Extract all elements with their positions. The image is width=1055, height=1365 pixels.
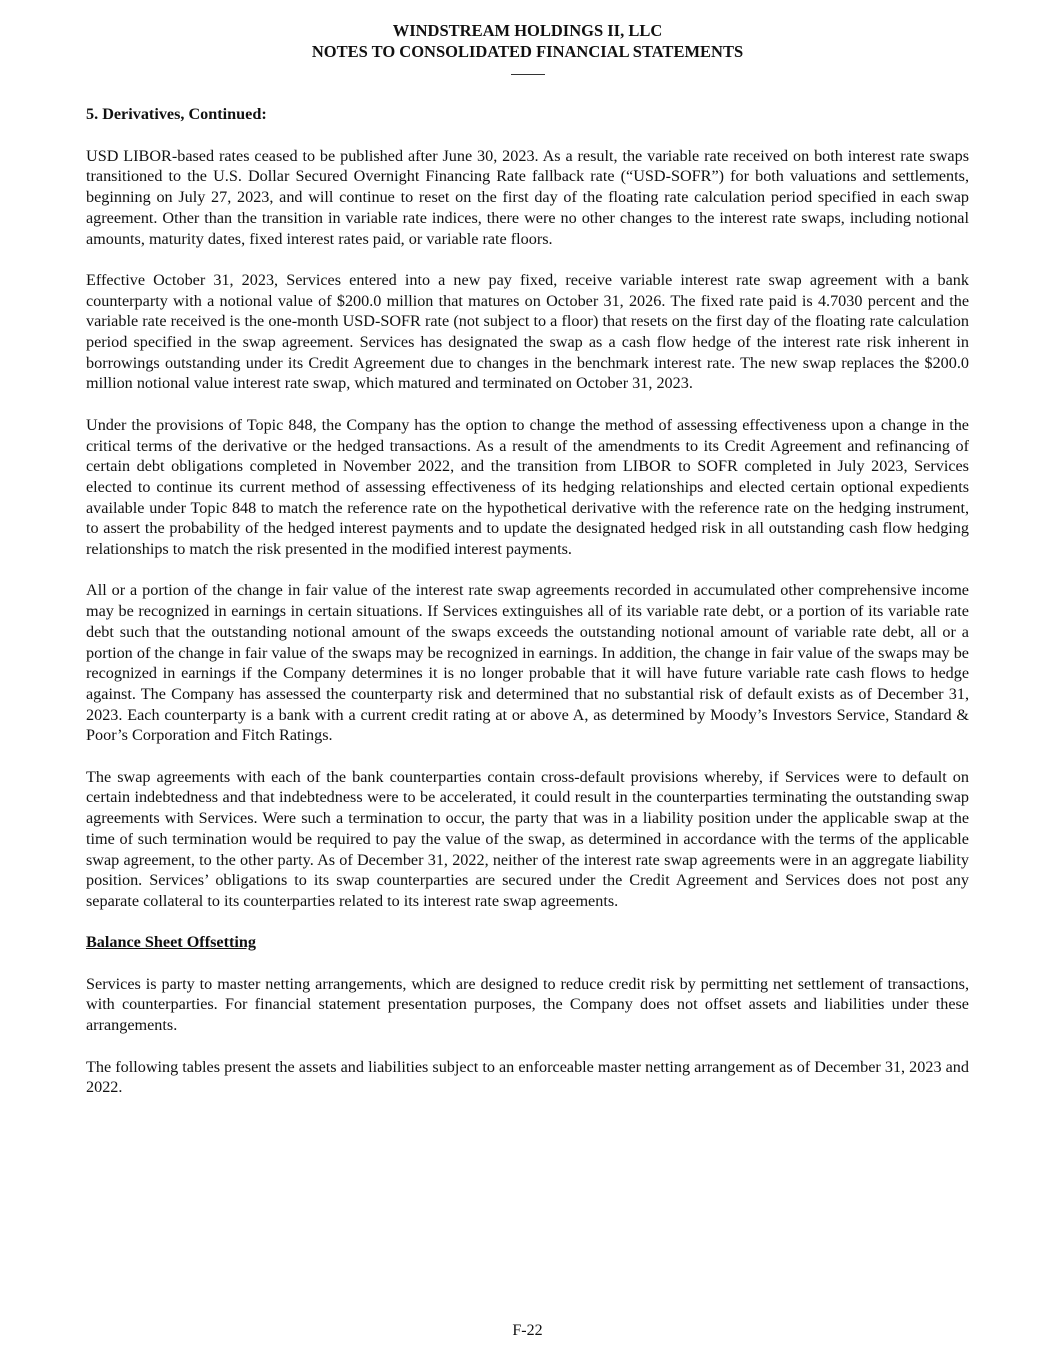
paragraph-fair-value: All or a portion of the change in fair value of the interest rate swap agreements recorded in accumulated other comprehensive income may be recognized in earnings in certain situations. If Services extinguishes all of its variable rate debt, or a portion of its variable rate debt such that the outstanding notional amount of the swaps exceeds the outstanding notional amount of variable rate debt, all or a portion of the change in fair value of the swaps may be recognized in earnings. In addition, the change in fair value of the swaps may be recognized in earnings if the Company determines it is no longer probable that it will have future variable rate cash flows to hedge against. The Company has assessed the counterparty risk and determined that no substantial risk of default exists as of December 31, 2023. Each counterparty is a bank with a current credit rating at or above A, as determined by Moody’s Investors Service, Standard & Poor’s Corporation and Fitch Ratings. <box>86 581 969 745</box>
page-number: F-22 <box>512 1322 543 1339</box>
subsection-title: Balance Sheet Offsetting <box>86 933 256 952</box>
paragraph-new-swap: Effective October 31, 2023, Services entered into a new pay fixed, receive variable interest rate swap agreement with a bank counterparty with a notional value of $200.0 million that matures on October 31, 2026. The fixed rate paid is 4.7030 percent and the variable rate received is the one-month USD-SOFR rate (not subject to a floor) that resets on the first day of the floating rate calculation period specified in the swap agreement. Services has designated the swap as a cash flow hedge of the interest rate risk inherent in borrowings outstanding under its Credit Agreement due to changes in the benchmark interest rate. The new swap replaces the $200.0 million notional value interest rate swap, which matured and terminated on October 31, 2023. <box>86 270 969 393</box>
paragraph-netting-arrangements: Services is party to master netting arrangements, which are designed to reduce credit risk by permitting net settlement of transactions, with counterparties. For financial statement presentation purposes, the Company does not offset assets and liabilities under these arrangements. <box>86 974 969 1035</box>
page-header <box>0 20 1055 75</box>
company-name: WINDSTREAM HOLDINGS II, LLC <box>392 21 663 40</box>
paragraph-libor-transition: USD LIBOR-based rates ceased to be published after June 30, 2023. As a result, the variable rate received on both interest rate swaps transitioned to the U.S. Dollar Secured Overnight Financing Rate fallback rate (“USD-SOFR”) for both valuations and settlements, beginning on July 27, 2023, and will continue to reset on the first day of the floating rate calculation period specified in each swap agreement. Other than the transition in variable rate indices, there were no other changes to the interest rate swaps, including notional amounts, maturity dates, fixed interest rates paid, or variable rate floors. <box>86 146 969 248</box>
paragraph-cross-default: The swap agreements with each of the bank counterparties contain cross-default provisions whereby, if Services were to default on certain indebtedness and that indebtedness were to be accelerated, it could result in the counterparties terminating the outstanding swap agreements with Services. Were such a termination to occur, the party that was in a liability position under the applicable swap at the time of such termination would be required to pay the value of the swap, as determined in accordance with the terms of the applicable swap agreement, to the other party. As of December 31, 2022, neither of the interest rate swap agreements were in an aggregate liability position. Services’ obligations to its swap counterparties are secured under the Credit Agreement and Services does not post any separate collateral to its counterparties related to its interest rate swap agreements. <box>86 767 969 910</box>
paragraph-topic-848: Under the provisions of Topic 848, the Company has the option to change the method of assessing effectiveness upon a change in the critical terms of the derivative or the hedged transactions. As a result of the amendments to its Credit Agreement and refinancing of certain debt obligations completed in November 2022, and the transition from LIBOR to SOFR completed in July 2023, Services elected to continue its current method of assessing effectiveness of its hedging relationships and elected certain optional expedients available under Topic 848 to match the reference rate on the hypothetical derivative with the reference rate on the hedging instrument, to assert the probability of the hedged interest payments and to update the designated hedged risk in all outstanding cash flow hedging relationships to match the risk presented in the modified interest payments. <box>86 415 969 559</box>
section-title: 5. Derivatives, Continued: <box>86 105 267 123</box>
paragraph-tables-intro: The following tables present the assets and liabilities subject to an enforceable master netting arrangement as of December 31, 2023 and 2022. <box>86 1057 969 1097</box>
document-body <box>86 104 969 1119</box>
document-subtitle: NOTES TO CONSOLIDATED FINANCIAL STATEMENTS <box>311 42 744 61</box>
header-divider <box>511 74 545 75</box>
